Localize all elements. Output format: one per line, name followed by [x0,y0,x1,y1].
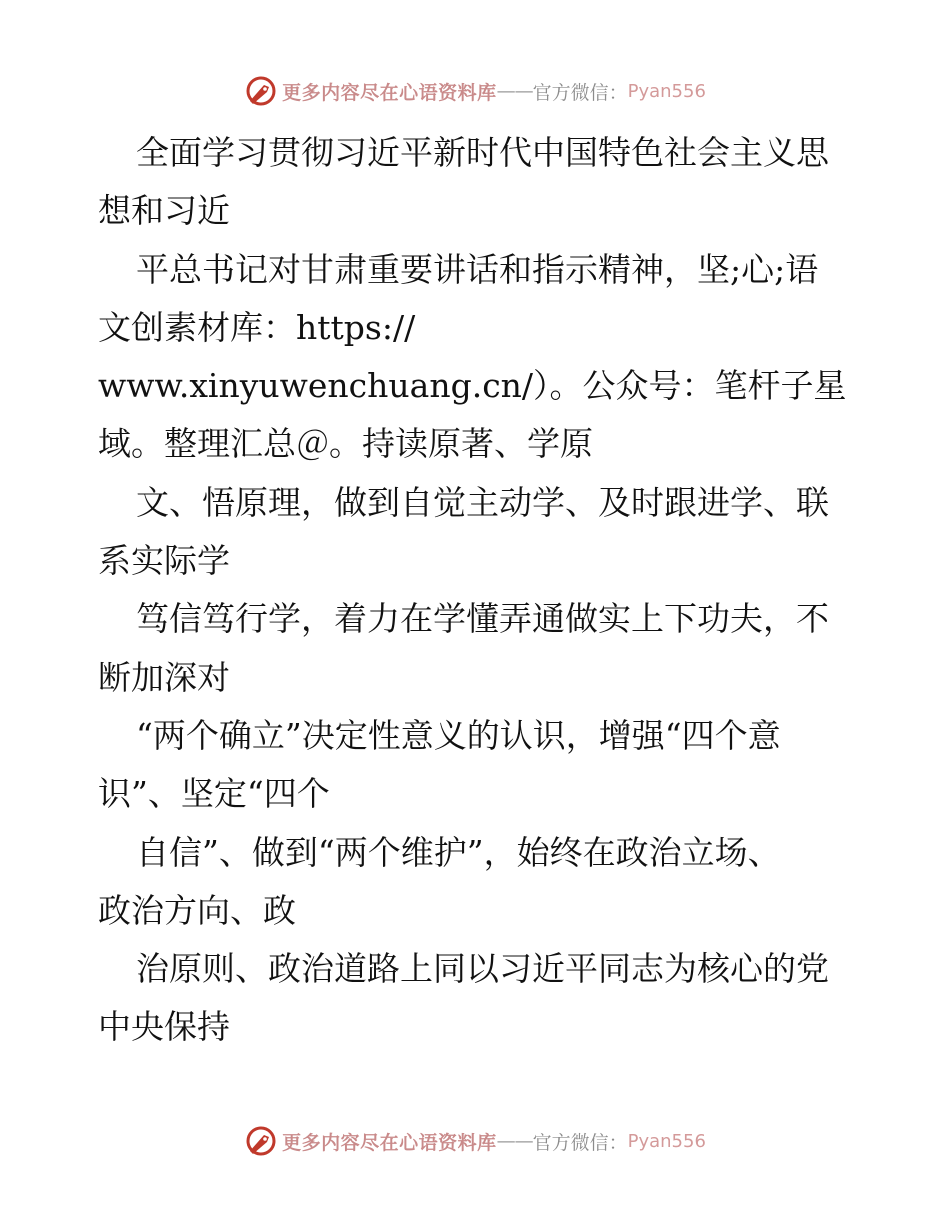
pen-nib-logo-icon [244,1124,278,1158]
header-banner [0,71,950,111]
pen-nib-logo-icon [244,74,278,108]
body-line: 政治方向、政 [98,890,296,930]
body-line: 想和习近 [98,191,230,231]
header-wechat-id: Pyan556 [627,80,706,102]
footer-banner [0,1121,950,1161]
body-line: 笃信笃行学，着力在学懂弄通做实上下功夫，不 [136,599,829,639]
footer-wechat-id: Pyan556 [627,1130,706,1152]
body-line: 识”、坚定“四个 [98,774,330,814]
body-line: “两个确立”决定性意义的认识，增强“四个意 [136,715,781,755]
body-line: 域。整理汇总＠。持读原著、学原 [98,424,593,464]
document-body [98,124,858,1057]
header-dash: —— [496,80,533,102]
footer-main-text: 更多内容尽在心语资料库 [282,1131,497,1154]
footer-wechat-label: 官方微信： [532,1131,628,1154]
body-line: 平总书记对甘肃重要讲话和指示精神，坚;心;语 [136,249,819,289]
body-line: 治原则、政治道路上同以习近平同志为核心的党 [136,949,829,989]
body-line: 文、悟原理，做到自觉主动学、及时跟进学、联 [136,482,829,522]
body-line: 文创素材库：https:// [98,307,416,347]
body-line: www.xinyuwenchuang.cn/）。公众号：笔杆子星 [98,366,847,406]
body-line: 断加深对 [98,657,230,697]
footer-dash: —— [496,1130,533,1152]
header-wechat-label: 官方微信： [532,81,628,104]
body-line: 全面学习贯彻习近平新时代中国特色社会主义思 [136,133,829,172]
body-line: 中央保持 [98,1007,230,1047]
body-line: 系实际学 [98,541,230,581]
body-line: 自信”、做到“两个维护”，始终在政治立场、 [136,832,781,872]
header-main-text: 更多内容尽在心语资料库 [282,81,497,104]
